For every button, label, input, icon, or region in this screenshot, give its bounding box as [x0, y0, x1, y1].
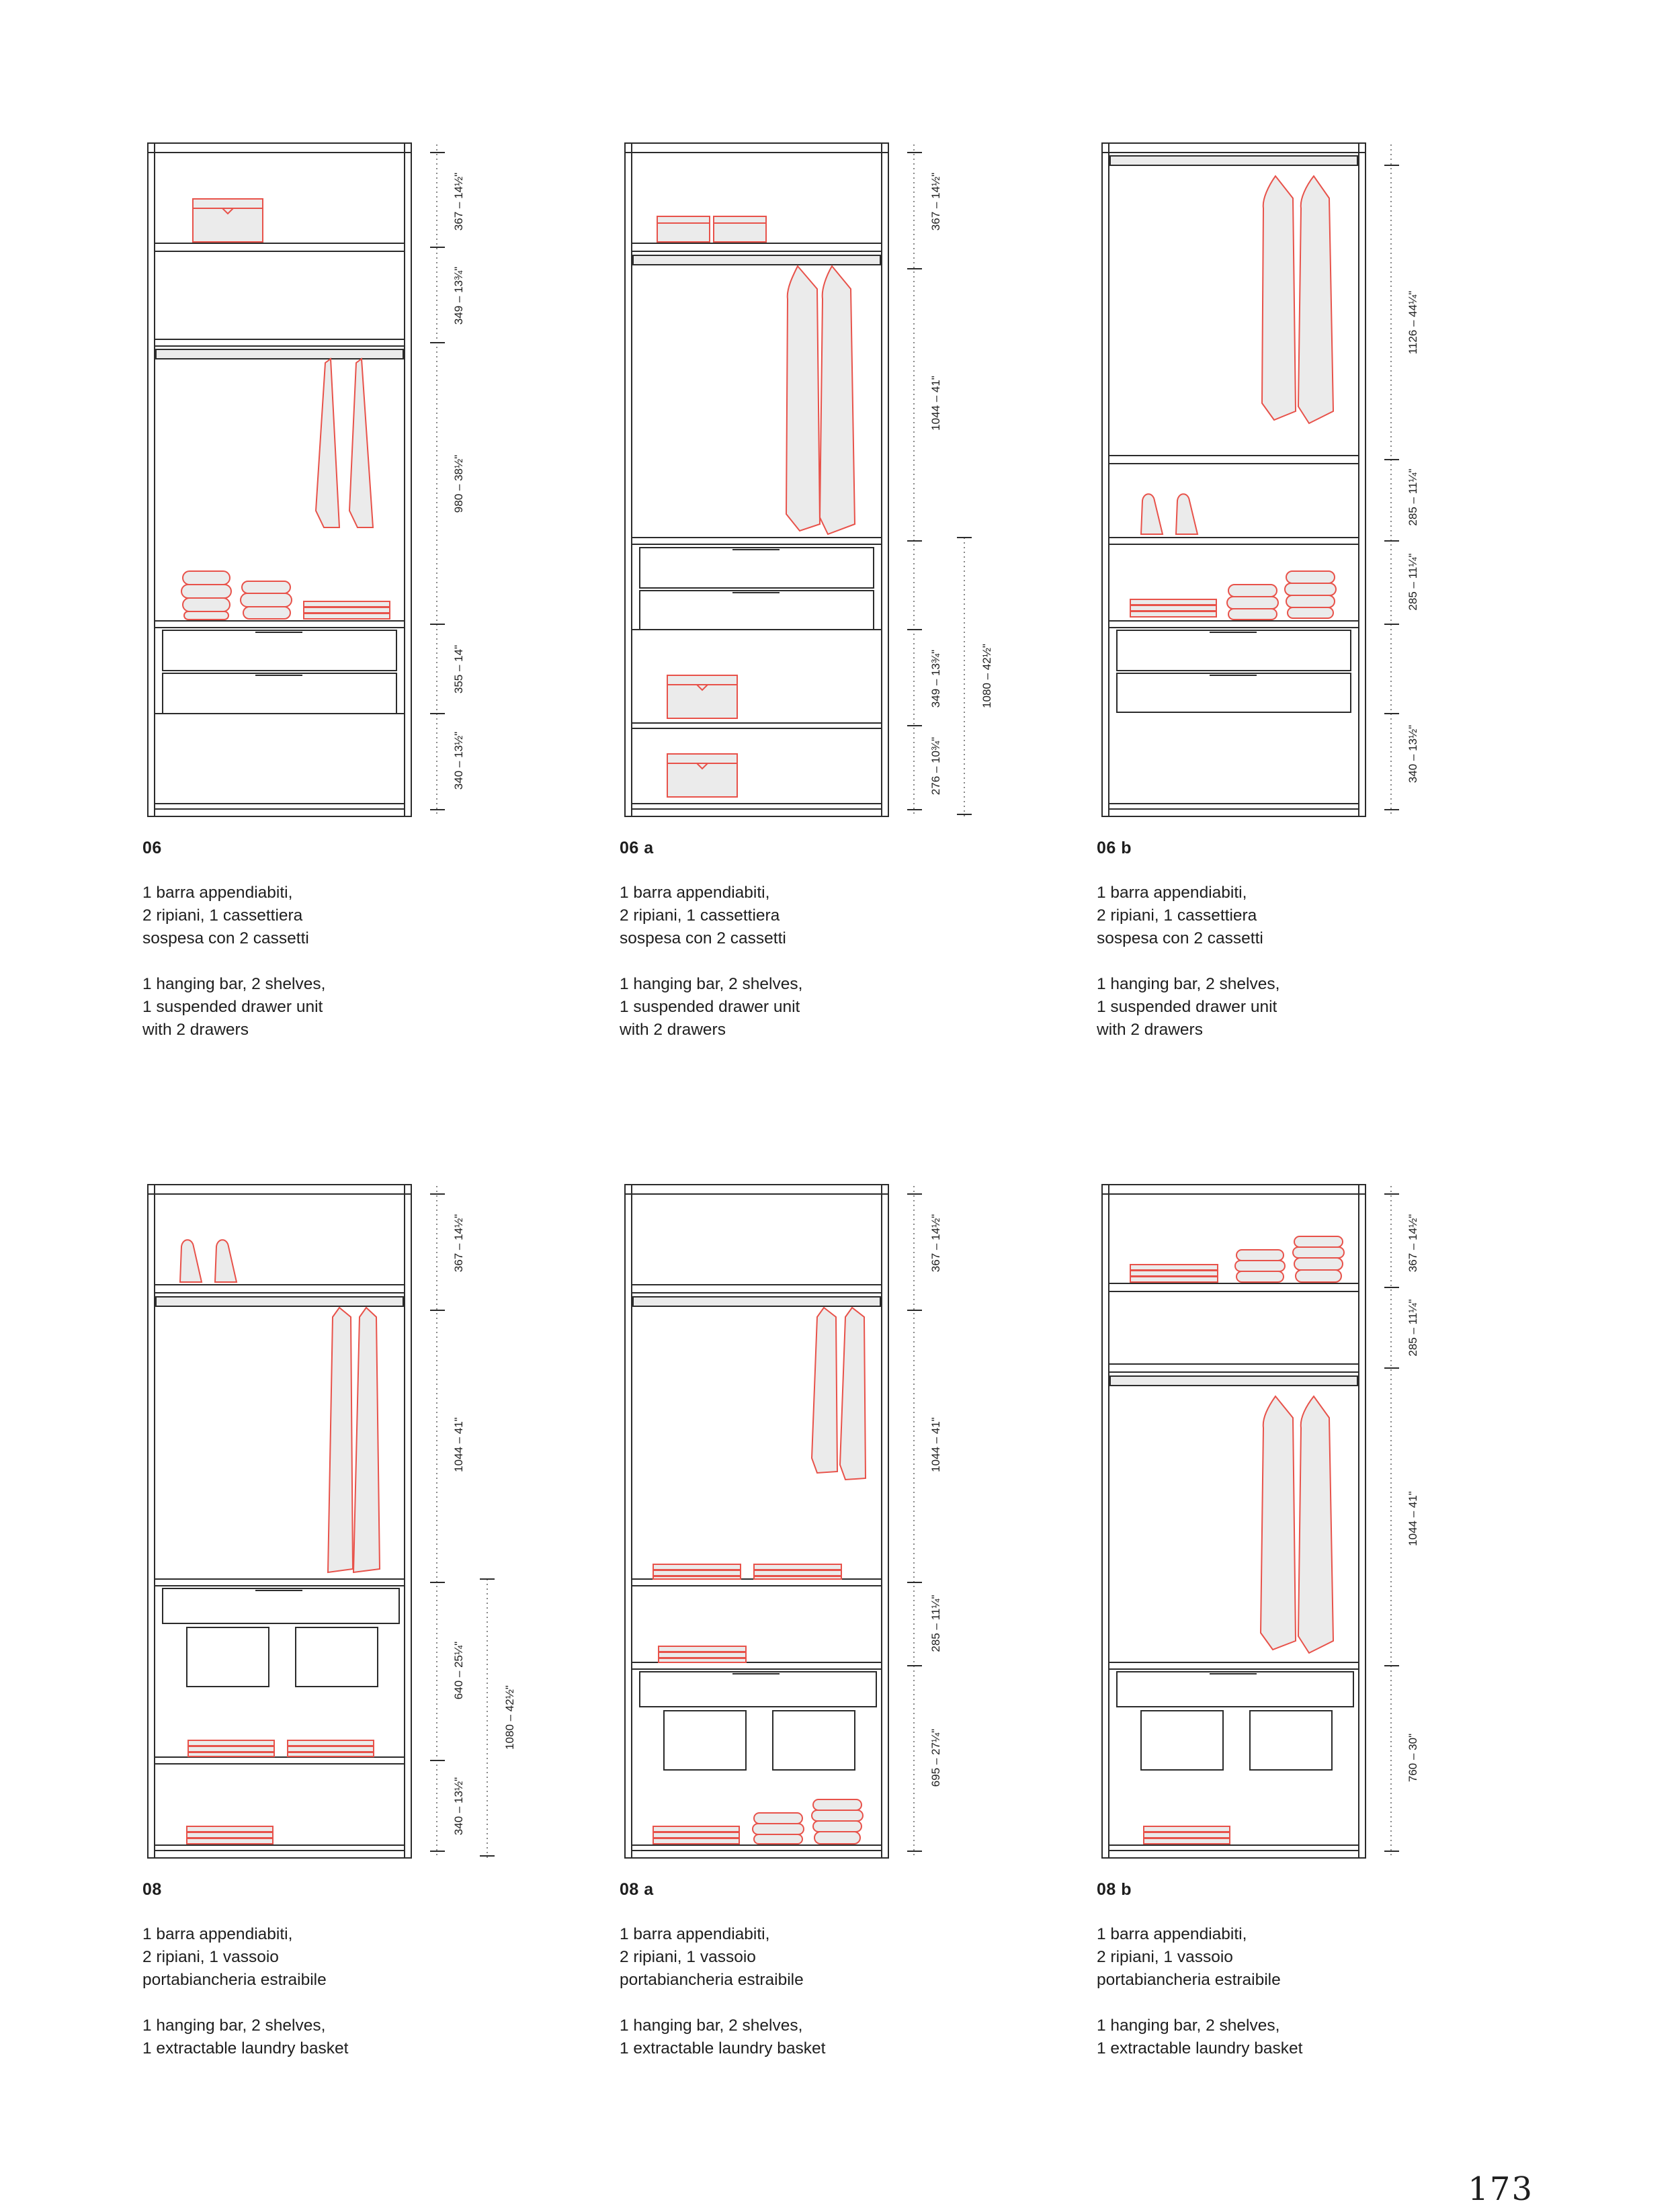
description-it: 1 barra appendiabiti, 2 ripiani, 1 cassettiera sospesa con 2 cassetti [142, 884, 309, 947]
dimension-label: 760 – 30" [1406, 1733, 1419, 1783]
hanging-bar [156, 349, 403, 359]
dimension-label: 367 – 14½" [929, 172, 942, 231]
dimension-label: 285 – 11¼" [929, 1595, 942, 1652]
dimension-label: 276 – 10¾" [929, 736, 942, 796]
towel [188, 1740, 274, 1746]
towel [653, 1564, 741, 1570]
dimension-label: 285 – 11¼" [1406, 1299, 1419, 1357]
drawer [640, 548, 874, 588]
laundry-basket [187, 1627, 269, 1687]
drawer [1117, 673, 1351, 712]
laundry-basket [296, 1627, 378, 1687]
towel [754, 1564, 841, 1570]
dimension-label: 367 – 14½" [452, 172, 465, 231]
drawer [640, 591, 874, 630]
description-it: 1 barra appendiabiti, 2 ripiani, 1 vassoio portabiancheria estraibile [142, 1925, 327, 1989]
towel [659, 1646, 746, 1652]
towel [1144, 1826, 1230, 1832]
dimension-label: 1044 – 41" [452, 1417, 465, 1472]
description-it: 1 barra appendiabiti, 2 ripiani, 1 cassettiera sospesa con 2 cassetti [620, 884, 786, 947]
hanging-shirt [316, 359, 339, 527]
folded-garment [1286, 571, 1335, 583]
laundry-tray [163, 1588, 399, 1623]
laundry-tray [1117, 1672, 1353, 1707]
dimension-label: 1080 – 42½" [503, 1685, 516, 1750]
laundry-basket [1141, 1711, 1223, 1770]
towel [304, 601, 390, 607]
folded-garment [754, 1813, 802, 1824]
folded-garment [1236, 1250, 1284, 1261]
dimension-label: 1044 – 41" [929, 1417, 942, 1472]
laundry-basket [1250, 1711, 1332, 1770]
laundry-basket [773, 1711, 855, 1770]
unit-code: 06 b [1097, 839, 1132, 857]
hanging-shirt [820, 266, 855, 534]
hanging-bar [156, 1297, 403, 1306]
hanging-bar [1110, 1376, 1357, 1386]
wardrobe-unit-06 [0, 0, 538, 1089]
unit-code: 08 a [620, 1880, 654, 1899]
folded-garment [840, 1308, 866, 1480]
dimension-label: 355 – 14" [452, 644, 465, 694]
dimension-label: 367 – 14½" [1406, 1214, 1419, 1273]
dimension-label: 640 – 25¼" [452, 1641, 465, 1700]
unit-code: 08 b [1097, 1880, 1132, 1899]
description-en: 1 hanging bar, 2 shelves, 1 suspended drawer unit with 2 drawers [1097, 975, 1280, 1039]
towel [653, 1826, 739, 1832]
dimension-label: 340 – 13½" [452, 1777, 465, 1836]
wardrobe-unit-06b [954, 0, 1492, 1089]
description-en: 1 hanging bar, 2 shelves, 1 suspended drawer unit with 2 drawers [620, 975, 803, 1039]
wardrobe-unit-08 [0, 1042, 538, 2130]
wardrobe-unit-08a [477, 1042, 1015, 2130]
hanging-bar [633, 255, 880, 265]
hanging-bar [633, 1297, 880, 1306]
shoe [215, 1240, 237, 1282]
dimension-label: 980 – 38½" [452, 454, 465, 513]
hanging-shirt [349, 359, 373, 527]
description-en: 1 hanging bar, 2 shelves, 1 extractable laundry basket [142, 2016, 349, 2057]
dimension-label: 285 – 11¼" [1406, 553, 1419, 611]
dimension-label: 340 – 13½" [452, 731, 465, 790]
shoe [1176, 494, 1198, 534]
folded-garment [1228, 585, 1277, 597]
dimension-label: 349 – 13¾" [452, 266, 465, 325]
description-en: 1 hanging bar, 2 shelves, 1 extractable laundry basket [1097, 2016, 1303, 2057]
storage-box [667, 675, 737, 718]
hanging-shirt [1298, 1396, 1333, 1653]
wardrobe-unit-08b [954, 1042, 1492, 2130]
storage-box [657, 216, 710, 242]
drawer [1117, 630, 1351, 671]
folded-garment [183, 571, 230, 585]
towel [288, 1740, 374, 1746]
long-garment [353, 1308, 380, 1572]
description-it: 1 barra appendiabiti, 2 ripiani, 1 vassoio portabiancheria estraibile [620, 1925, 804, 1989]
towel [1130, 1265, 1218, 1270]
description-it: 1 barra appendiabiti, 2 ripiani, 1 vassoio portabiancheria estraibile [1097, 1925, 1281, 1989]
long-garment [328, 1308, 353, 1572]
shoe [1141, 494, 1163, 534]
folded-garment [1294, 1236, 1343, 1247]
storage-box [714, 216, 766, 242]
dimension-label: 1044 – 41" [929, 376, 942, 431]
page-number: 173 [1468, 2170, 1534, 2208]
hanging-shirt [1298, 176, 1333, 423]
unit-code: 06 [142, 839, 162, 857]
dimension-label: 340 – 13½" [1406, 724, 1419, 783]
dimension-label: 367 – 14½" [452, 1214, 465, 1273]
dimension-label: 349 – 13¾" [929, 649, 942, 708]
description-it: 1 barra appendiabiti, 2 ripiani, 1 cassettiera sospesa con 2 cassetti [1097, 884, 1263, 947]
description-en: 1 hanging bar, 2 shelves, 1 extractable laundry basket [620, 2016, 826, 2057]
drawer [163, 673, 396, 714]
laundry-tray [640, 1672, 876, 1707]
hanging-bar [1110, 156, 1357, 165]
folded-garment [812, 1308, 837, 1473]
drawer [163, 630, 396, 671]
dimension-label: 367 – 14½" [929, 1214, 942, 1273]
hanging-shirt [786, 266, 820, 531]
storage-box [667, 754, 737, 797]
dimension-label: 1126 – 44¼" [1406, 290, 1419, 355]
towel [187, 1826, 273, 1832]
folded-garment [242, 581, 290, 593]
dimension-label: 695 – 27¼" [929, 1728, 942, 1787]
towel [1130, 599, 1216, 605]
hanging-shirt [1261, 1396, 1296, 1650]
dimension-label: 1044 – 41" [1406, 1491, 1419, 1546]
shoe [180, 1240, 202, 1282]
description-en: 1 hanging bar, 2 shelves, 1 suspended drawer unit with 2 drawers [142, 975, 326, 1039]
dimension-label: 285 – 11¼" [1406, 468, 1419, 526]
unit-code: 08 [142, 1880, 162, 1899]
laundry-basket [664, 1711, 746, 1770]
folded-garment [813, 1799, 862, 1810]
dimension-label: 1080 – 42½" [980, 644, 993, 708]
wardrobe-unit-06a [477, 0, 1015, 1089]
hanging-shirt [1262, 176, 1296, 420]
storage-box [193, 199, 263, 242]
unit-code: 06 a [620, 839, 654, 857]
